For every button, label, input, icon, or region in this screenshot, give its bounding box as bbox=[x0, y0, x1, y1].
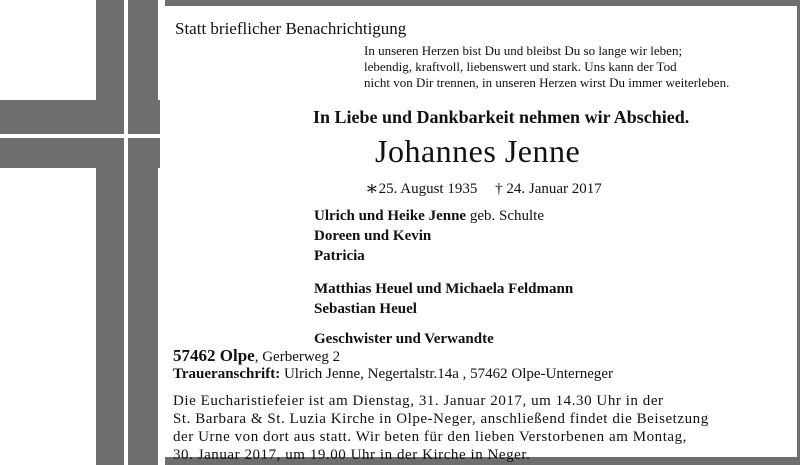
notice-line: Die Eucharistiefeier ist am Dienstag, 31. Januar 2017, um 14.30 Uhr in der bbox=[173, 393, 664, 409]
mourner-line: Sebastian Heuel bbox=[314, 301, 417, 317]
mourner-line: Geschwister und Verwandte bbox=[314, 331, 494, 347]
notice-line: St. Barbara & St. Luzia Kirche in Olpe-Neger, anschließend findet die Beisetzung bbox=[173, 411, 709, 427]
mourning-address-value: Ulrich Jenne, Negertalstr.14a , 57462 Olpe-Unterneger bbox=[280, 366, 614, 382]
poem bbox=[364, 43, 729, 91]
mourners-list bbox=[314, 206, 573, 349]
farewell-heading: In Liebe und Dankbarkeit nehmen wir Abschied. bbox=[313, 107, 690, 127]
poem-line: In unseren Herzen bist Du und bleibst Du so lange wir leben; bbox=[364, 43, 683, 58]
mourning-address bbox=[173, 366, 613, 383]
birth-date: 25. August 1935 bbox=[378, 181, 478, 197]
mourner-line: Doreen und Kevin bbox=[314, 228, 432, 244]
cross-panel bbox=[0, 0, 165, 465]
notice-line: der Urne von dort aus statt. Wir beten für den lieben Verstorbenen am Montag, bbox=[173, 429, 687, 445]
notice-content bbox=[165, 0, 800, 465]
mourner-names: Ulrich und Heike Jenne bbox=[314, 208, 467, 224]
cross-horizontal-beam-lower bbox=[0, 138, 160, 168]
residence-address bbox=[173, 346, 340, 366]
cross-horizontal-beam bbox=[0, 100, 160, 134]
mourner-line: Matthias Heuel und Michaela Feldmann bbox=[314, 281, 574, 297]
city: 57462 Olpe bbox=[173, 346, 255, 365]
service-notice bbox=[173, 392, 709, 464]
poem-line: lebendig, kraftvoll, liebenswert und stark. Uns kann der Tod bbox=[364, 59, 677, 74]
mourner-maiden-name: geb. Schulte bbox=[466, 208, 545, 224]
mourner-line bbox=[314, 206, 573, 226]
cross-divider-horizontal bbox=[0, 134, 160, 138]
mourning-address-label: Traueranschrift: bbox=[173, 366, 281, 382]
death-cross-icon: † bbox=[495, 181, 503, 197]
cross-vertical-beam bbox=[128, 0, 158, 465]
notice-header: Statt brieflicher Benachrichtigung bbox=[175, 19, 407, 38]
deceased-name: Johannes Jenne bbox=[375, 133, 581, 169]
poem-line: nicht von Dir trennen, in unseren Herzen wirst Du immer weiterleben. bbox=[364, 75, 730, 90]
death-date: 24. Januar 2017 bbox=[506, 181, 602, 197]
latin-cross-icon bbox=[92, 0, 128, 465]
notice-line: 30. Januar 2017, um 19.00 Uhr in der Kirche in Neger. bbox=[173, 447, 531, 463]
mourner-line: Patricia bbox=[314, 248, 365, 264]
street: , Gerberweg 2 bbox=[254, 349, 341, 365]
cross-divider-vertical bbox=[124, 0, 128, 465]
birth-star-icon: ∗ bbox=[365, 178, 379, 200]
life-dates bbox=[365, 176, 602, 201]
